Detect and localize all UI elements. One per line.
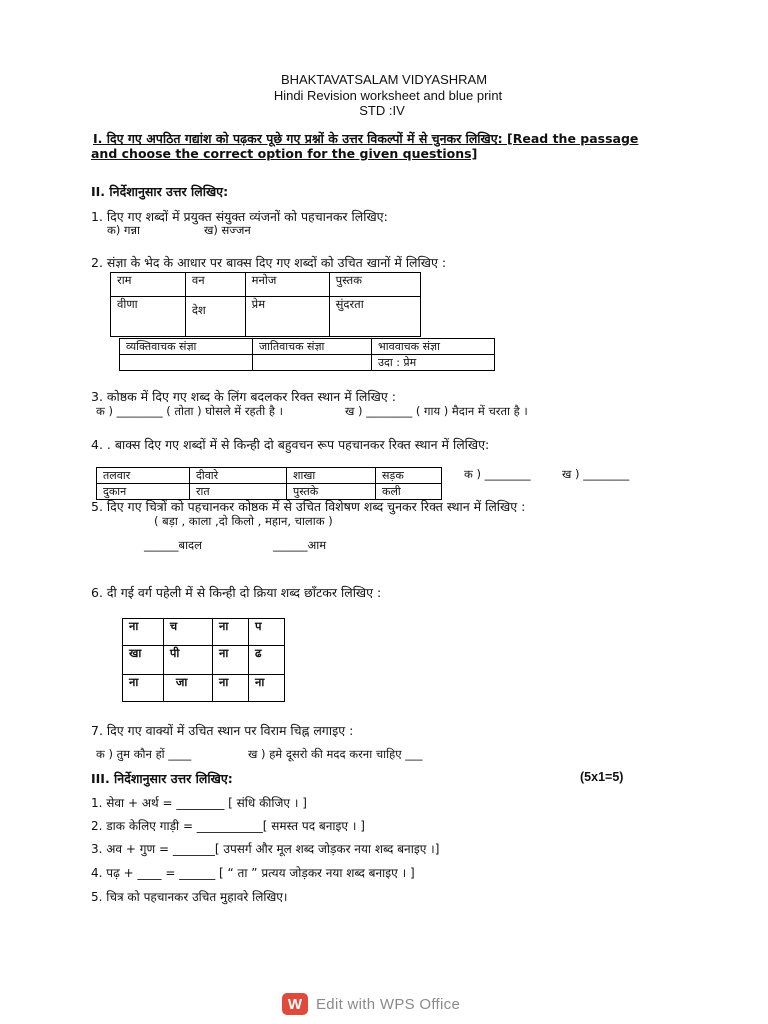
table-cell: वन (185, 273, 245, 297)
puzzle-cell: ना (212, 646, 248, 675)
q4-option-a: क ) ________ (464, 467, 531, 481)
q4-text: 4. . बाक्स दिए गए शब्दों में से किन्ही दो बहुवचन रूप पहचानकर रिक्त स्थान में लिखिए: (91, 437, 490, 452)
puzzle-cell: जा (163, 675, 212, 702)
table-header: व्यक्तिवाचक संज्ञा (120, 339, 253, 355)
std-label: STD :IV (359, 103, 405, 118)
puzzle-cell: खा (123, 646, 164, 675)
puzzle-cell: प (248, 619, 284, 646)
table-cell: सुंदरता (329, 297, 420, 337)
q7-option-b: ख ) हमे दूसरो की मदद करना चाहिए ___ (248, 747, 423, 761)
table-cell: वीणा (111, 297, 186, 337)
table-cell (253, 355, 372, 371)
table-header: भाववाचक संज्ञा (372, 339, 495, 355)
table-cell: शाखा (287, 468, 376, 484)
table-cell: राम (111, 273, 186, 297)
puzzle-cell: ना (123, 619, 164, 646)
puzzle-cell: ना (248, 675, 284, 702)
q3-option-b: ख ) ________ ( गाय ) मैदान में चरता है । (345, 404, 528, 418)
q4-option-b: ख ) ________ (562, 467, 630, 481)
table-cell: देश (185, 297, 245, 337)
table-cell: कली (376, 484, 442, 500)
q3-option-a: क ) ________ ( तोता ) घोसले में रहती है । (96, 404, 283, 418)
list-item: 3. अव + गुण = _______[ उपसर्ग और मूल शब्द जोड़कर नया शब्द बनाइए ।] (91, 842, 440, 856)
q5-text: 5. दिए गए चित्रों को पहचानकर कोष्ठक में से उचित विशेषण शब्द चुनकर रिक्त स्थान में लिखिए : (91, 499, 526, 514)
section3-title: III. निर्देशानुसार उत्तर लिखिए: (91, 771, 233, 786)
table-cell: दीवारे (190, 468, 287, 484)
puzzle-cell: ना (212, 619, 248, 646)
noun-category-table (119, 338, 495, 371)
q1-text: 1. दिए गए शब्दों में प्रयुक्त संयुक्त व्यंजनों को पहचानकर लिखिए: (91, 209, 388, 224)
q2-text: 2. संज्ञा के भेद के आधार पर बाक्स दिए गए शब्दों को उचित खानों में लिखिए : (91, 255, 447, 270)
word-puzzle-grid (122, 618, 285, 702)
q5-blank-a: ______बादल (144, 538, 202, 552)
puzzle-cell: ना (212, 675, 248, 702)
school-name: BHAKTAVATSALAM VIDYASHRAM (280, 72, 488, 87)
wps-logo-icon: W (282, 993, 308, 1015)
table-cell (120, 355, 253, 371)
table-cell: उदा : प्रेम (372, 355, 495, 371)
table-cell: पुस्तके (287, 484, 376, 500)
puzzle-cell: ना (123, 675, 164, 702)
table-cell: प्रेम (245, 297, 329, 337)
table-header: जातिवाचक संज्ञा (253, 339, 372, 355)
q7-option-a: क ) तुम कौन हों ____ (96, 747, 192, 761)
puzzle-cell: पी (163, 646, 212, 675)
table-cell: दुकान (97, 484, 190, 500)
q1-option-b: ख) सज्जन (204, 223, 251, 237)
table-cell: तलवार (97, 468, 190, 484)
list-item: 2. डाक केलिए गाड़ी = ___________[ समस्त पद बनाइए । ] (91, 819, 365, 833)
section1-title-line1: I. दिए गए अपठित गद्यांश को पढ़कर पूछे गए प्रश्नों के उत्तर विकल्पों में से चुनकर लिखिए: [Read the passage (93, 131, 639, 146)
list-item: 1. सेवा + अर्थ = ________ [ संधि कीजिए । ] (91, 796, 307, 810)
q6-text: 6. दी गई वर्ग पहेली में से किन्ही दो क्रिया शब्द छाँटकर लिखिए : (91, 585, 382, 600)
puzzle-cell: ढ (248, 646, 284, 675)
q5-blank-b: ______आम (273, 538, 327, 552)
wps-watermark-text: Edit with WPS Office (316, 995, 461, 1013)
q1-option-a: क) गन्ना (107, 223, 140, 237)
worksheet-subtitle: Hindi Revision worksheet and blue print (273, 88, 503, 103)
q5-options: ( बड़ा , काला ,दो किलो , महान, चालाक ) (154, 514, 333, 528)
list-item: 5. चित्र को पहचानकर उचित मुहावरे लिखिए। (91, 890, 288, 904)
wps-watermark[interactable] (282, 993, 460, 1015)
table-cell: रात (190, 484, 287, 500)
plural-words-table (96, 467, 442, 500)
section1-title-line2: and choose the correct option for the given questions] (91, 146, 478, 161)
table-cell: मनोज (245, 273, 329, 297)
section3-marks: (5x1=5) (580, 770, 624, 784)
noun-words-table (110, 272, 421, 337)
puzzle-cell: च (163, 619, 212, 646)
q7-text: 7. दिए गए वाक्यों में उचित स्थान पर विराम चिह्न लगाइए : (91, 723, 354, 738)
q3-text: 3. कोष्ठक में दिए गए शब्द के लिंग बदलकर रिक्त स्थान में लिखिए : (91, 389, 396, 404)
table-cell: पुस्तक (329, 273, 420, 297)
table-cell: सड़क (376, 468, 442, 484)
list-item: 4. पढ़ + ____ = ______ [ “ ता ” प्रत्यय जोड़कर नया शब्द बनाइए । ] (91, 866, 415, 880)
section2-title: II. निर्देशानुसार उत्तर लिखिए: (91, 184, 229, 199)
